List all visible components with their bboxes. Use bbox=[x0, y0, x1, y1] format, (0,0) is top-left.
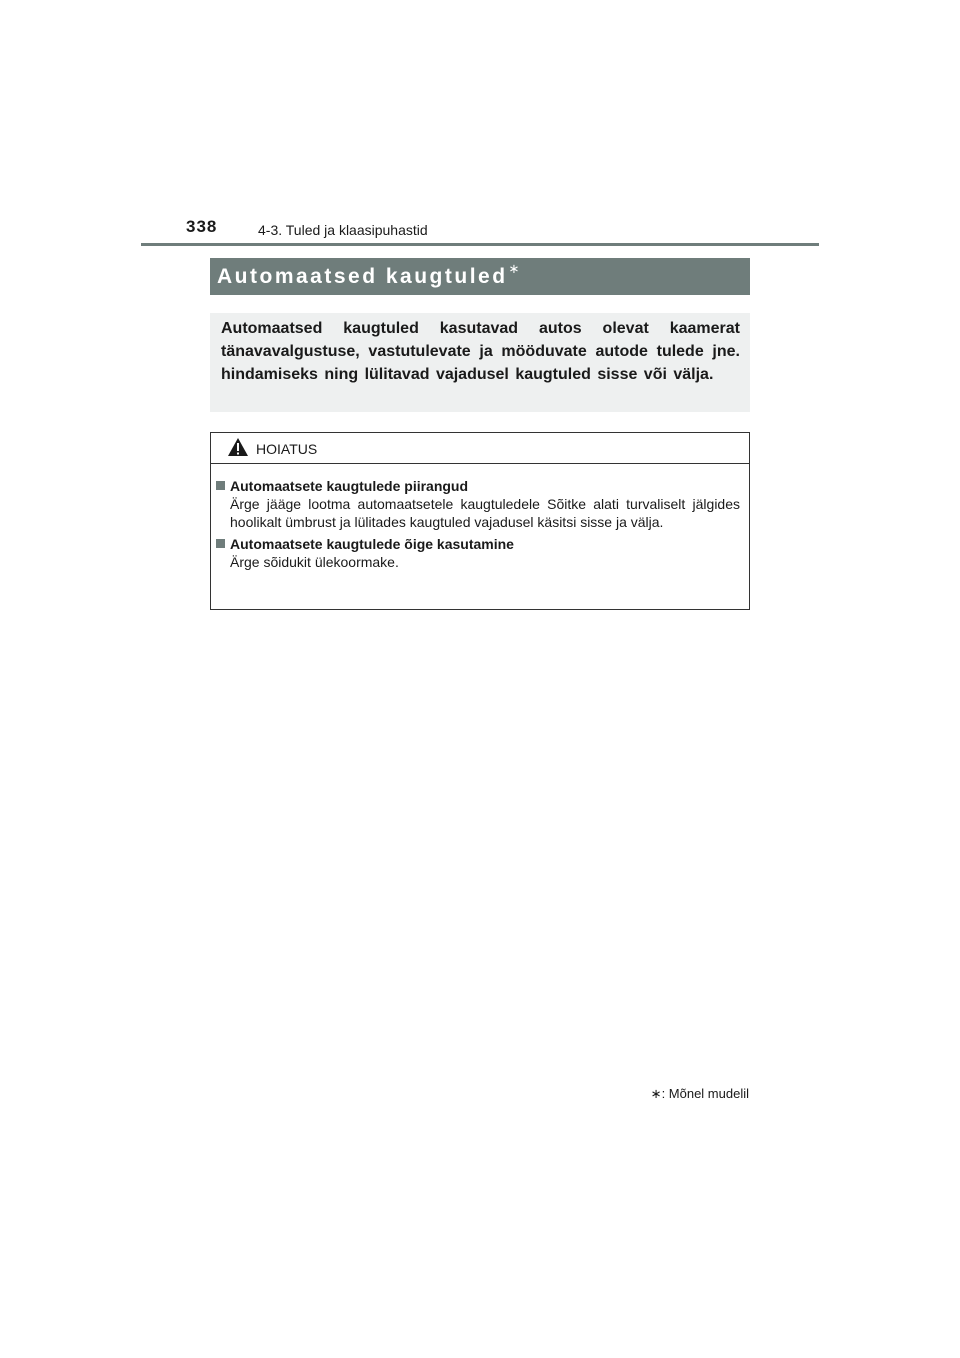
section-label: 4-3. Tuled ja klaasipuhastid bbox=[258, 222, 428, 238]
warning-item-heading bbox=[216, 535, 740, 553]
title-bar bbox=[210, 258, 750, 295]
page-title: Automaatsed kaugtuled bbox=[217, 265, 508, 288]
square-bullet-icon bbox=[216, 481, 225, 490]
warning-triangle-icon bbox=[227, 437, 249, 457]
title-footnote-marker: ∗ bbox=[508, 261, 520, 276]
header-divider bbox=[141, 243, 819, 246]
warning-label: HOIATUS bbox=[256, 441, 318, 457]
warning-item-text: Ärge jääge lootma automaatsetele kaugtuledele Sõitke alati turvaliselt jälgides hoolikalt ümbrust ja lülitades kaugtuled vajadusel käsitsi sisse ja välja. bbox=[230, 496, 740, 530]
warning-item-heading-text: Automaatsete kaugtulede piirangud bbox=[230, 478, 469, 494]
square-bullet-icon bbox=[216, 539, 225, 548]
warning-item-text: Ärge sõidukit ülekoormake. bbox=[230, 554, 399, 570]
warning-body bbox=[211, 464, 749, 571]
warning-item-heading bbox=[216, 477, 740, 495]
intro-text: Automaatsed kaugtuled kasutavad autos olevat kaamerat tänavavalgustuse, vastutulevate ja mööduvate autode tulede jne. hindamiseks ning lülitavad vajadusel kaugtuled sisse või välja. bbox=[221, 320, 740, 383]
footnote bbox=[651, 1086, 749, 1102]
footnote-marker: ∗ bbox=[650, 1086, 662, 1101]
page-number: 338 bbox=[186, 217, 218, 236]
intro-box bbox=[210, 313, 750, 412]
warning-box bbox=[210, 432, 750, 610]
warning-header bbox=[211, 433, 749, 464]
footnote-text: : Mõnel mudelil bbox=[661, 1086, 749, 1101]
warning-item-heading-text: Automaatsete kaugtulede õige kasutamine bbox=[230, 536, 514, 552]
